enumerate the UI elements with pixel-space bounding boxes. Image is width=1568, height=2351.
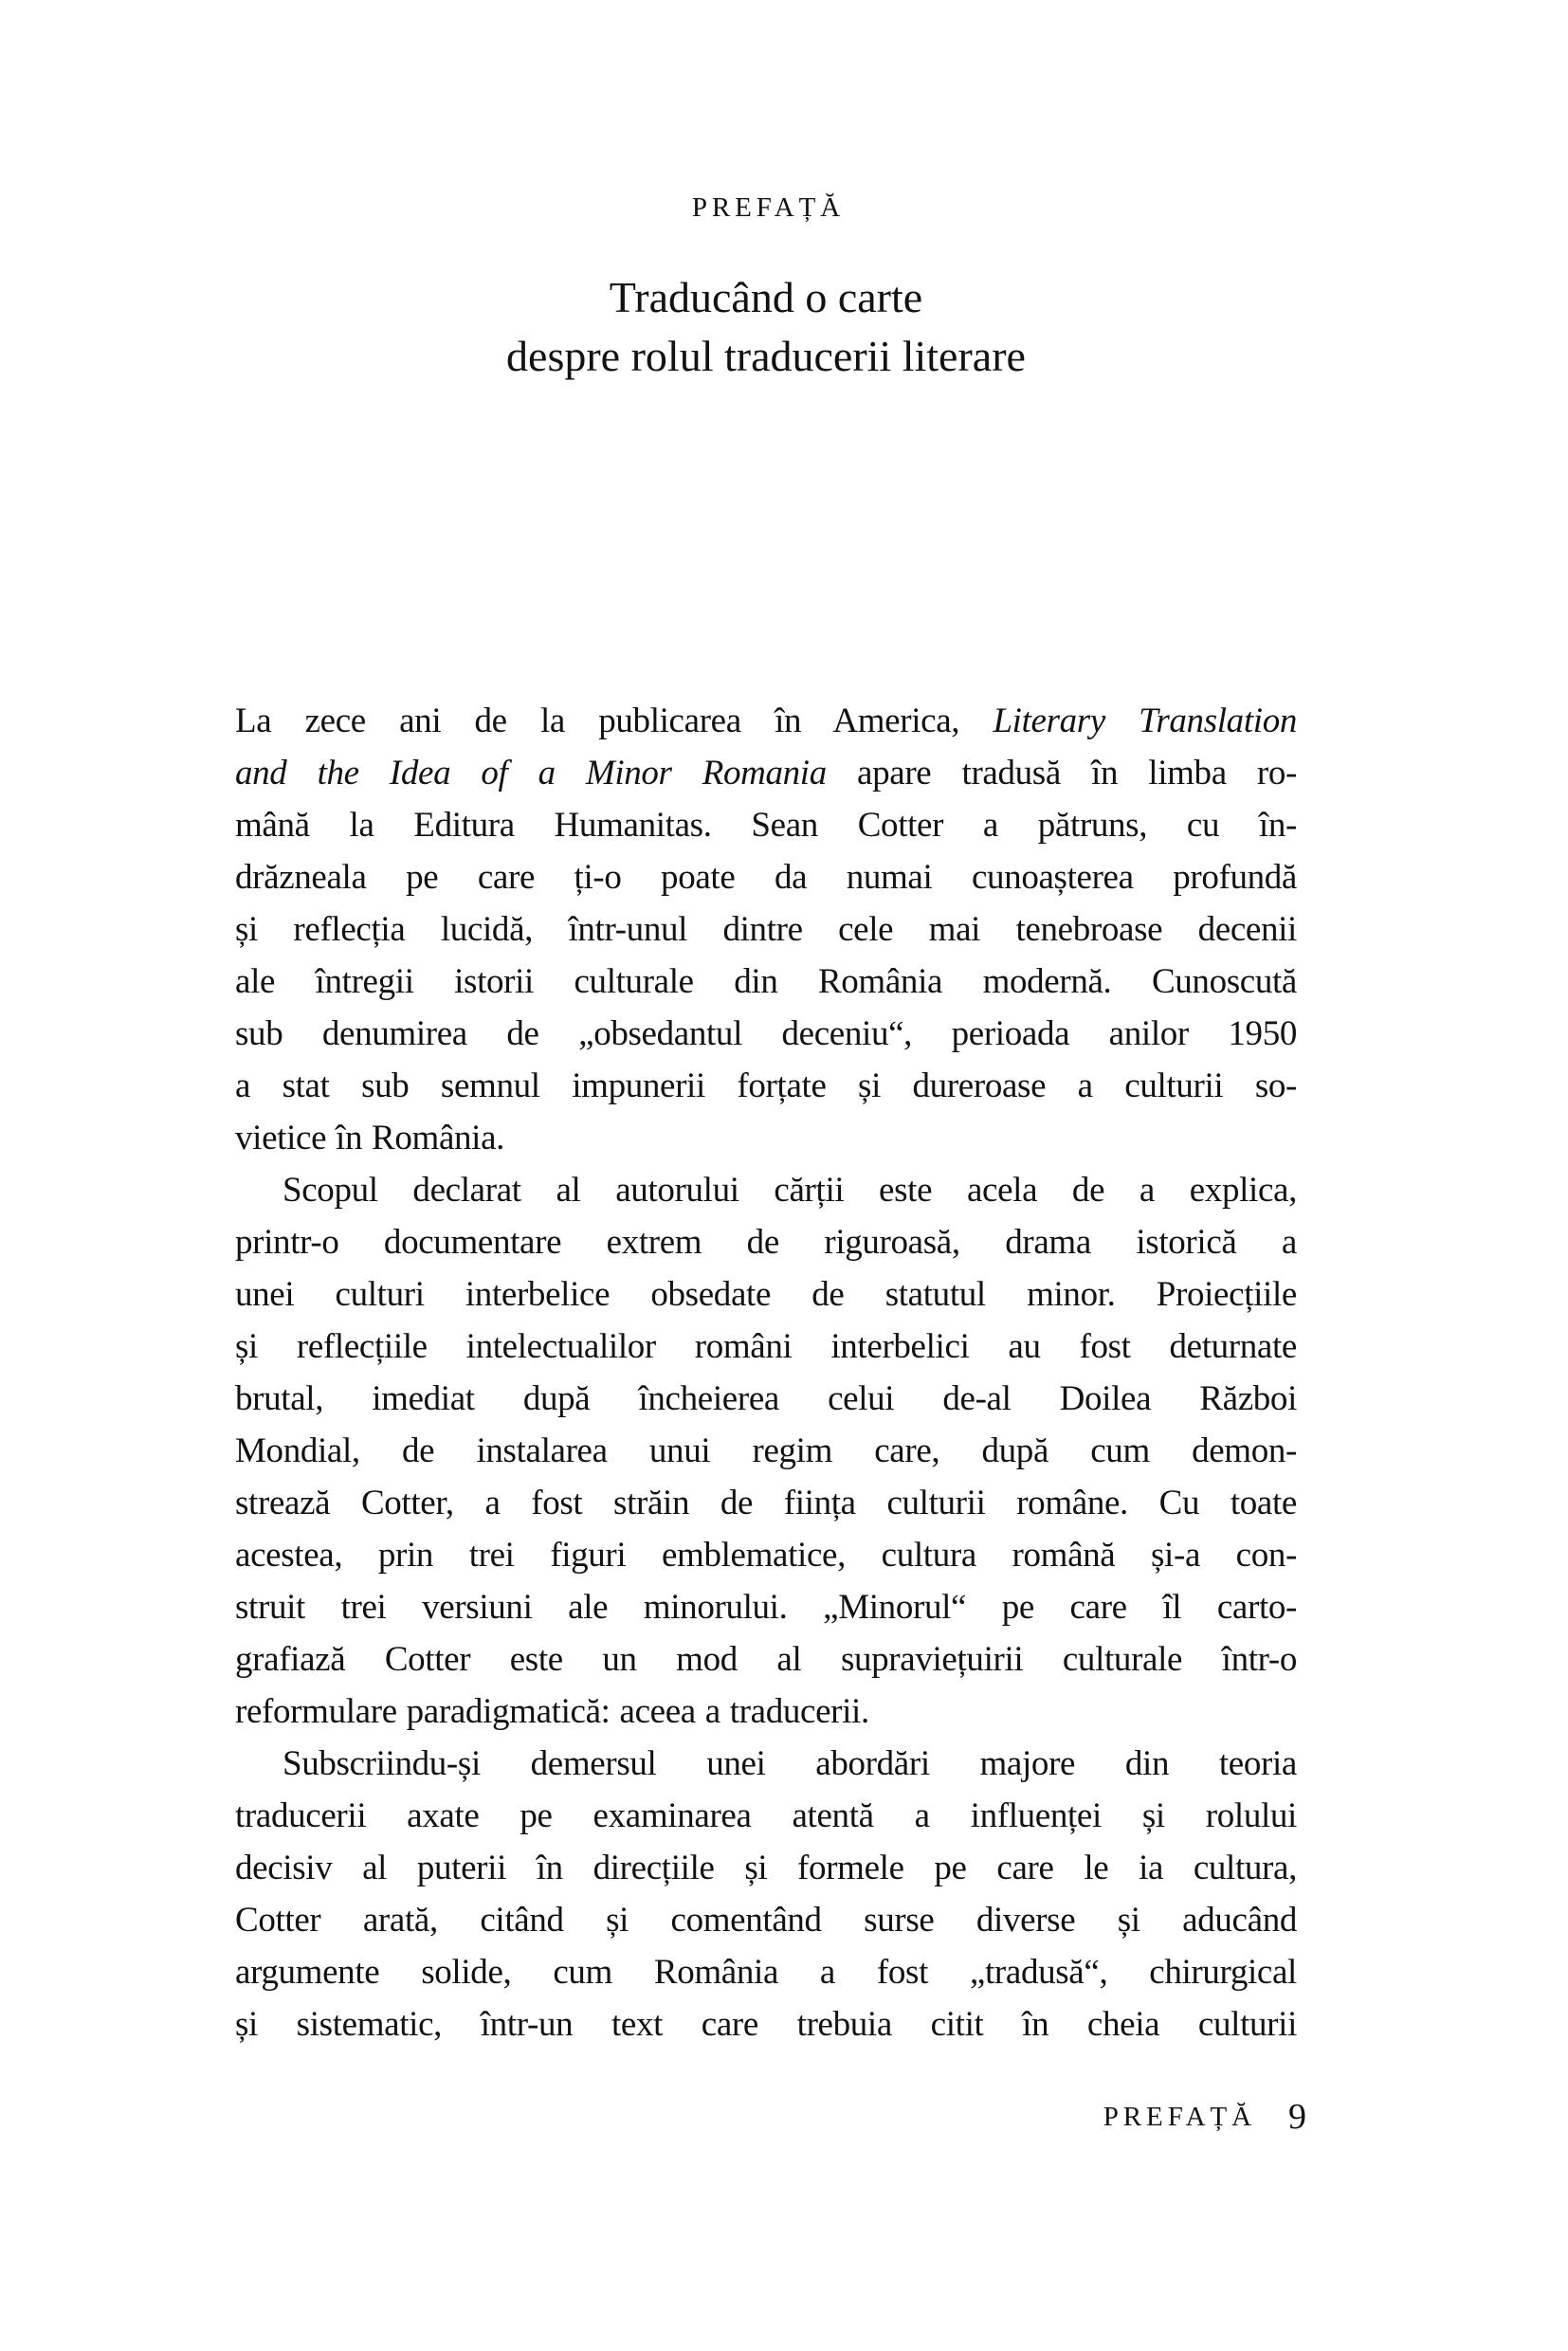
body-segment: mână la Editura Humanitas. Sean Cotter a pătruns, cu în- [235, 806, 1297, 845]
body-segment: și sistematic, într-un text care trebuia citit în cheia culturii [235, 2005, 1297, 2044]
body-line [235, 1060, 1297, 1112]
body-line [235, 1581, 1297, 1633]
body-segment: decisiv al puterii în direcțiile și formele pe care le ia cultura, [235, 1849, 1297, 1887]
body-segment: drăzneala pe care ți-o poate da numai cunoașterea profundă [235, 858, 1297, 897]
body-line [235, 1216, 1297, 1268]
body-segment: sub denumirea de „obsedantul deceniu“, perioada anilor 1950 [235, 1014, 1297, 1053]
body-line [235, 1008, 1297, 1060]
body-line [235, 1112, 1297, 1164]
body-segment-italic: Literary Translation [993, 702, 1297, 740]
body-line [235, 1998, 1297, 2050]
body-segment: Subscriindu-și demersul unei abordări majore din teoria [283, 1744, 1297, 1783]
body-segment: grafiază Cotter este un mod al supraviețuirii culturale într-o [235, 1640, 1297, 1679]
body-line [235, 903, 1297, 956]
body-segment: și reflecția lucidă, într-unul dintre cele mai tenebroase decenii [235, 910, 1297, 949]
body-segment: struit trei versiuni ale minorului. „Minorul“ pe care îl carto- [235, 1588, 1297, 1627]
body-segment: a stat sub semnul impunerii forțate și dureroase a culturii so- [235, 1066, 1297, 1105]
body-line [235, 851, 1297, 903]
body-text [235, 695, 1297, 2050]
section-kicker: PREFAȚĂ [691, 192, 846, 223]
page-title [235, 268, 1297, 386]
body-segment: La zece ani de la publicarea în America, [235, 702, 994, 740]
body-segment: acestea, prin trei figuri emblematice, cultura română și-a con- [235, 1536, 1297, 1575]
body-segment: ale întregii istorii culturale din România modernă. Cunoscută [235, 962, 1297, 1001]
body-segment: Mondial, de instalarea unui regim care, după cum demon- [235, 1431, 1297, 1470]
body-line [235, 1946, 1297, 1998]
body-segment: unei culturi interbelice obsedate de statutul minor. Proiecțiile [235, 1275, 1297, 1314]
body-segment: vietice în România. [235, 1119, 505, 1157]
page-title-line-1: Traducând o carte [609, 272, 923, 321]
body-segment: Cotter arată, citând și comentând surse diverse și aducând [235, 1901, 1297, 1940]
body-line [235, 1894, 1297, 1946]
body-line [235, 1268, 1297, 1321]
body-line [235, 747, 1297, 799]
body-line [235, 1425, 1297, 1477]
body-line [235, 956, 1297, 1008]
body-line [235, 1686, 1297, 1738]
body-segment: strează Cotter, a fost străin de ființa culturii române. Cu toate [235, 1484, 1297, 1522]
body-line [235, 799, 1297, 851]
page-number: 9 [1288, 2097, 1306, 2137]
body-segment: argumente solide, cum România a fost „tradusă“, chirurgical [235, 1953, 1297, 1992]
body-line [235, 1633, 1297, 1686]
body-line [235, 1529, 1297, 1581]
body-line [235, 1738, 1297, 1790]
body-line [235, 1477, 1297, 1529]
body-segment: brutal, imediat după încheierea celui de-al Doilea Război [235, 1379, 1297, 1418]
body-line [235, 695, 1297, 747]
body-segment: traducerii axate pe examinarea atentă a influenței și rolului [235, 1796, 1297, 1835]
body-segment: și reflecțiile intelectualilor români interbelici au fost deturnate [235, 1327, 1297, 1366]
running-footer [1103, 2093, 1306, 2135]
body-segment: Scopul declarat al autorului cărții este acela de a explica, [283, 1171, 1297, 1210]
footer-section-label: PREFAȚĂ [1103, 2102, 1256, 2132]
page-title-line-2: despre rolul traducerii literare [506, 331, 1026, 380]
body-line [235, 1373, 1297, 1425]
body-segment-italic: and the Idea of a Minor Romania [235, 754, 827, 793]
body-line [235, 1790, 1297, 1842]
body-line [235, 1321, 1297, 1373]
body-segment: printr-o documentare extrem de riguroasă, drama istorică a [235, 1223, 1297, 1262]
body-line [235, 1164, 1297, 1216]
body-segment: apare tradusă în limba ro- [826, 754, 1298, 793]
body-segment: reformulare paradigmatică: aceea a traducerii. [235, 1692, 869, 1731]
body-line [235, 1842, 1297, 1894]
